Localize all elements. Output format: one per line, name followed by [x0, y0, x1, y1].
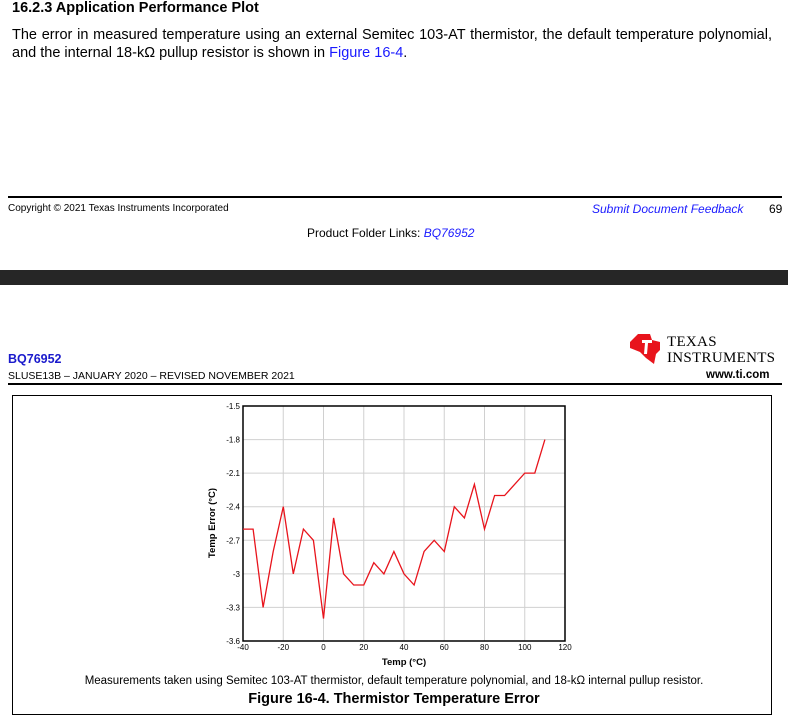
- product-folder-links: [307, 226, 474, 240]
- x-tick-label: 120: [558, 643, 572, 652]
- figure-note: Measurements taken using Semitec 103-AT thermistor, default temperature polynomial, and 18-kΩ internal pullup resistor.: [84, 675, 704, 687]
- logo-text-instruments: INSTRUMENTS: [667, 350, 776, 366]
- x-tick-label: 80: [480, 643, 489, 652]
- y-tick-label: -3: [232, 569, 240, 579]
- x-tick-label: 0: [321, 643, 326, 652]
- website-link[interactable]: www.ti.com: [706, 369, 770, 381]
- figure-title: Figure 16-4. Thermistor Temperature Error: [248, 691, 540, 707]
- paragraph-text: The error in measured temperature using an external Semitec 103-AT thermistor, the default temperature polynomial, and the internal 18-kΩ pullup resistor is shown in: [12, 27, 772, 61]
- x-axis-ticks: [237, 643, 572, 652]
- thermistor-error-chart: [195, 396, 595, 668]
- x-tick-label: 40: [399, 643, 409, 652]
- temperature-error-series: [243, 440, 545, 619]
- paragraph-end: .: [403, 45, 408, 61]
- x-tick-label: -40: [237, 643, 249, 652]
- x-tick-label: -20: [277, 643, 290, 652]
- product-folder-link[interactable]: BQ76952: [423, 226, 475, 240]
- y-tick-label: -1.8: [226, 435, 240, 445]
- folder-links-label: Product Folder Links:: [307, 226, 424, 240]
- document-revision: SLUSE13B – JANUARY 2020 – REVISED NOVEMBER 2021: [8, 370, 295, 382]
- y-tick-label: -2.1: [226, 469, 240, 479]
- y-tick-label: -1.5: [226, 402, 240, 411]
- submit-feedback-link[interactable]: Submit Document Feedback: [592, 202, 744, 216]
- document-id: BQ76952: [8, 352, 62, 366]
- y-tick-label: -3.3: [226, 603, 240, 613]
- page-number: 69: [769, 202, 783, 216]
- page-break-bar: [0, 270, 788, 285]
- x-tick-label: 100: [518, 643, 532, 652]
- header-divider: [8, 383, 782, 385]
- y-tick-label: -2.7: [226, 536, 240, 546]
- y-axis-ticks: [226, 402, 240, 646]
- copyright-notice: Copyright © 2021 Texas Instruments Incorporated: [8, 203, 229, 214]
- y-tick-label: -2.4: [226, 502, 240, 512]
- y-axis-label: Temp Error (°C): [207, 487, 218, 559]
- x-tick-label: 20: [359, 643, 369, 652]
- logo-text-texas: TEXAS: [667, 334, 717, 350]
- x-tick-label: 60: [439, 643, 449, 652]
- section-heading: 16.2.3 Application Performance Plot: [12, 0, 259, 16]
- grid-lines: [243, 406, 565, 641]
- figure-link[interactable]: Figure 16-4: [329, 45, 404, 61]
- x-axis-label: Temp (°C): [381, 657, 427, 668]
- footer-divider: [8, 196, 782, 198]
- intro-paragraph: [12, 26, 772, 62]
- y-tick-label: -3.6: [226, 637, 240, 646]
